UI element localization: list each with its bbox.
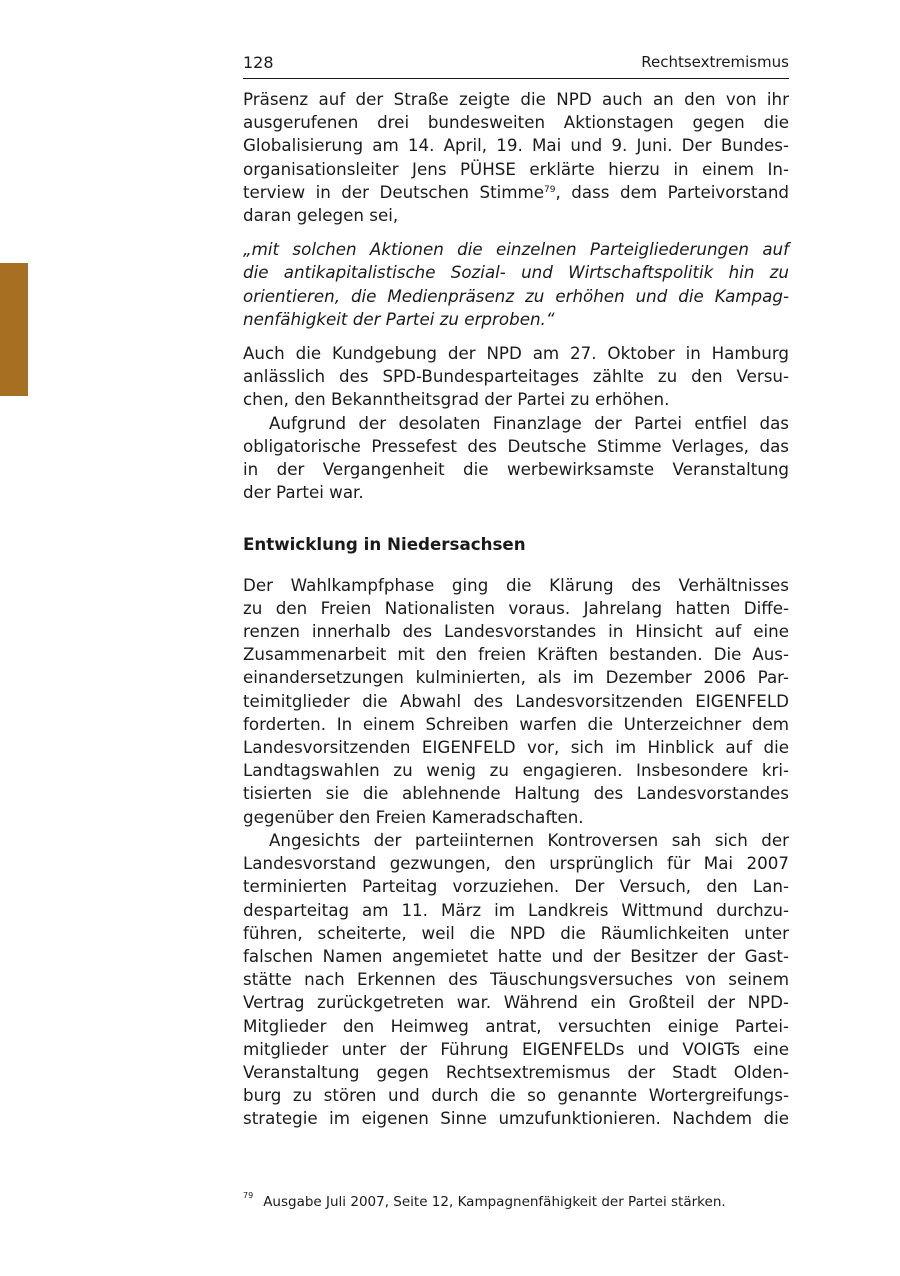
text-line: Globalisierung am 14. April, 19. Mai und 9. Juni. Der Bundes- bbox=[243, 135, 789, 156]
text-line: gegenüber den Freien Kameradschaften. bbox=[243, 806, 584, 827]
footnote-reference: 79 bbox=[544, 184, 556, 195]
text-line: daran gelegen sei, bbox=[243, 205, 399, 226]
text-line: strategie im eigenen Sinne umzufunktionieren. Nachdem die bbox=[243, 1108, 789, 1129]
footnote-text: Ausgabe Juli 2007, Seite 12, Kampagnenfähigkeit der Partei stärken. bbox=[263, 1194, 726, 1210]
chapter-tab-marker bbox=[0, 263, 28, 396]
page-header bbox=[243, 50, 789, 79]
text-line: Auch die Kundgebung der NPD am 27. Oktober in Hamburg bbox=[243, 343, 789, 364]
text-line: Zusammenarbeit mit den freien Kräften bestanden. Die Aus- bbox=[243, 644, 789, 665]
text-line: Veranstaltung gegen Rechtsextremismus der Stadt Olden- bbox=[243, 1061, 789, 1082]
text-line: Landesvorstand gezwungen, den ursprünglich für Mai 2007 bbox=[243, 853, 789, 874]
text-line: der Partei war. bbox=[243, 482, 364, 503]
text-line: führen, scheiterte, weil die NPD die Räumlichkeiten unter bbox=[243, 922, 789, 943]
page-number: 128 bbox=[243, 53, 274, 72]
text-line: ausgerufenen drei bundesweiten Aktionstagen gegen die bbox=[243, 112, 789, 133]
text-line: tisierten sie die ablehnende Haltung des Landesvorstandes bbox=[243, 783, 789, 804]
running-title: Rechtsextremismus bbox=[641, 53, 789, 71]
text-line: Aufgrund der desolaten Finanzlage der Partei entfiel das bbox=[269, 412, 789, 433]
text-line: Angesichts der parteiinternen Kontroversen sah sich der bbox=[269, 829, 789, 850]
text-line: zu den Freien Nationalisten voraus. Jahrelang hatten Diffe- bbox=[243, 597, 789, 618]
quote-line: die antikapitalistische Sozial- und Wirtschaftspolitik hin zu bbox=[243, 262, 789, 283]
quote-line: orientieren, die Medienpräsenz zu erhöhen und die Kampag- bbox=[243, 285, 789, 306]
text-line: Mitglieder den Heimweg antrat, versuchten einige Partei- bbox=[243, 1015, 789, 1036]
text-line: anlässlich des SPD-Bundesparteitages zählte zu den Versu- bbox=[243, 366, 789, 387]
text-line: teimitglieder die Abwahl des Landesvorsitzenden EIGENFELD bbox=[243, 690, 789, 711]
text-line: einandersetzungen kulminierten, als im Dezember 2006 Par- bbox=[243, 667, 789, 688]
block-quote bbox=[243, 238, 789, 331]
text-line: terminierten Parteitag vorzuziehen. Der Versuch, den Lan- bbox=[243, 876, 789, 897]
main-text bbox=[243, 88, 789, 1131]
text-segment: , dass dem Parteivorstand bbox=[555, 181, 789, 202]
paragraph-parteitag bbox=[243, 829, 789, 1131]
text-line: Landesvorsitzenden EIGENFELD vor, sich im Hinblick auf die bbox=[243, 737, 789, 758]
text-line: desparteitag am 11. März im Landkreis Wittmund durchzu- bbox=[243, 899, 789, 920]
text-line: organisationsleiter Jens PÜHSE erklärte hierzu in einem In- bbox=[243, 158, 789, 179]
text-line: falschen Namen angemietet hatte und der Besitzer der Gast- bbox=[243, 945, 789, 966]
footnote bbox=[243, 1191, 726, 1210]
text-line: Der Wahlkampfphase ging die Klärung des Verhältnisses bbox=[243, 574, 789, 595]
text-line: in der Vergangenheit die werbewirksamste Veranstaltung bbox=[243, 459, 789, 480]
section-heading: Entwicklung in Niedersachsen bbox=[243, 534, 526, 555]
text-line: Präsenz auf der Straße zeigte die NPD auch an den von ihr bbox=[243, 89, 789, 109]
text-line: renzen innerhalb des Landesvorstandes in Hinsicht auf eine bbox=[243, 621, 789, 642]
paragraph-pressefest bbox=[243, 412, 789, 505]
quote-line: nenfähigkeit der Partei zu erproben.“ bbox=[243, 308, 555, 329]
paragraph-intro bbox=[243, 88, 789, 227]
text-line: forderten. In einem Schreiben warfen die Unterzeichner dem bbox=[243, 713, 789, 734]
paragraph-kundgebung bbox=[243, 342, 789, 412]
text-line: stätte nach Erkennen des Täuschungsversuches von seinem bbox=[243, 969, 789, 990]
text-line: obligatorische Pressefest des Deutsche Stimme Verlages, das bbox=[243, 435, 789, 456]
text-line: Vertrag zurückgetreten war. Während ein Großteil der NPD- bbox=[243, 992, 789, 1013]
text-line bbox=[243, 181, 789, 204]
text-segment: terview in der Deutschen Stimme bbox=[243, 181, 545, 202]
text-line: mitglieder unter der Führung EIGENFELDs und VOIGTs eine bbox=[243, 1038, 789, 1059]
footnote-marker: 79 bbox=[243, 1191, 254, 1200]
text-line: Landtagswahlen zu wenig zu engagieren. Insbesondere kri- bbox=[243, 760, 789, 781]
text-line: burg zu stören und durch die so genannte Wortergreifungs- bbox=[243, 1085, 789, 1106]
quote-line: „mit solchen Aktionen die einzelnen Parteigliederungen auf bbox=[243, 239, 789, 260]
paragraph-wahlkampf bbox=[243, 574, 789, 829]
text-line: chen, den Bekanntheitsgrad der Partei zu erhöhen. bbox=[243, 389, 670, 410]
